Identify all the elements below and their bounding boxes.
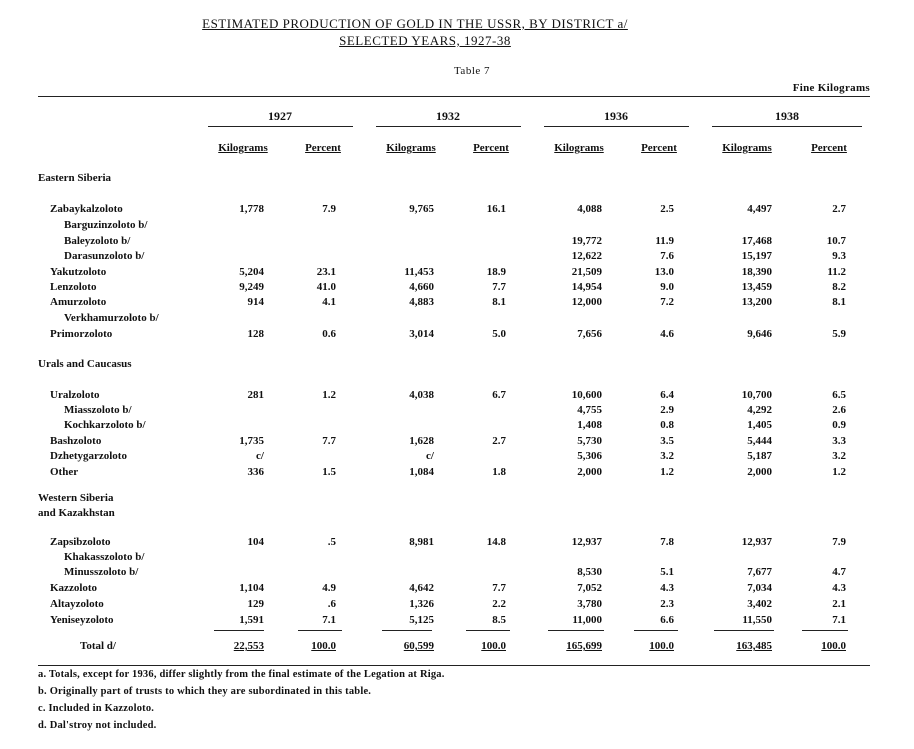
- table-cell: 9.0: [660, 281, 674, 293]
- table-row: [0, 328, 914, 344]
- footnote-a: a. Totals, except for 1936, differ slightly from the final estimate of the Legation at Riga.: [38, 669, 445, 680]
- table-cell: 13,459: [741, 281, 772, 293]
- total-rule-p1938: [802, 630, 848, 631]
- total-cell: 100.0: [481, 640, 506, 652]
- year-rule-1932: [376, 126, 521, 127]
- table-cell: .6: [327, 598, 336, 610]
- total-cell: 100.0: [821, 640, 846, 652]
- year-rule-1938: [712, 126, 862, 127]
- table-row: [0, 404, 914, 420]
- col-header-percent-1938: Percent: [811, 142, 847, 154]
- table-cell: 6.5: [832, 389, 846, 401]
- col-header-kilograms-1936: Kilograms: [554, 142, 604, 154]
- table-cell: 19,772: [571, 235, 602, 247]
- year-rule-1927: [208, 126, 353, 127]
- table-cell: c/: [256, 450, 264, 462]
- table-cell: 8,981: [409, 536, 434, 548]
- table-cell: 3.3: [832, 435, 846, 447]
- total-label: Total d/: [80, 640, 116, 652]
- title-line-2: SELECTED YEARS, 1927-38: [339, 33, 511, 48]
- total-cell: 60,599: [403, 640, 434, 652]
- table-cell: 7.7: [492, 281, 506, 293]
- table-cell: 12,937: [571, 536, 602, 548]
- section-label: Urals and Caucasus: [38, 358, 132, 370]
- section-label: Western Siberia: [38, 492, 114, 504]
- total-cell: 163,485: [736, 640, 772, 652]
- table-cell: 1.2: [832, 466, 846, 478]
- table-cell: 1,084: [409, 466, 434, 478]
- table-cell: 13.0: [654, 266, 674, 278]
- table-cell: 128: [247, 328, 264, 340]
- table-cell: 4,497: [747, 203, 772, 215]
- table-row: [0, 614, 914, 630]
- table-cell: 12,622: [571, 250, 602, 262]
- table-cell: 4.3: [832, 582, 846, 594]
- table-cell: 18,390: [741, 266, 772, 278]
- total-rule-1927: [214, 630, 264, 631]
- table-row: [0, 203, 914, 219]
- col-header-kilograms-1927: Kilograms: [218, 142, 268, 154]
- table-row: [0, 389, 914, 405]
- table-cell: 2,000: [747, 466, 772, 478]
- table-cell: 2.3: [660, 598, 674, 610]
- row-label: Amurzoloto: [50, 296, 107, 308]
- total-cell: 22,553: [233, 640, 264, 652]
- table-cell: 2.5: [660, 203, 674, 215]
- row-label: Minusszoloto b/: [64, 566, 139, 578]
- table-cell: 3,402: [747, 598, 772, 610]
- table-cell: 2.2: [492, 598, 506, 610]
- table-cell: 11,453: [404, 266, 434, 278]
- table-cell: 7.2: [660, 296, 674, 308]
- table-cell: 6.7: [492, 389, 506, 401]
- table-cell: 1,405: [747, 419, 772, 431]
- table-cell: 2.7: [492, 435, 506, 447]
- table-cell: 9.3: [832, 250, 846, 262]
- total-rule-1938: [714, 630, 774, 631]
- table-cell: 8.1: [492, 296, 506, 308]
- table-cell: 5.9: [832, 328, 846, 340]
- table-cell: 1.8: [492, 466, 506, 478]
- table-cell: 7.8: [660, 536, 674, 548]
- table-cell: 4.7: [832, 566, 846, 578]
- row-label: Baleyzoloto b/: [64, 235, 131, 247]
- table-cell: 13,200: [741, 296, 772, 308]
- row-label: Altayzoloto: [50, 598, 104, 610]
- table-cell: 7.1: [322, 614, 336, 626]
- col-header-percent-1927: Percent: [305, 142, 341, 154]
- row-label: Barguzinzoloto b/: [64, 219, 148, 231]
- table-cell: 5.0: [492, 328, 506, 340]
- table-cell: 7,656: [577, 328, 602, 340]
- row-label: Khakasszoloto b/: [64, 551, 145, 563]
- table-cell: 5,730: [577, 435, 602, 447]
- table-cell: 1.5: [322, 466, 336, 478]
- table-label: Table 7: [453, 65, 491, 77]
- table-cell: 5,444: [747, 435, 772, 447]
- table-cell: 14,954: [571, 281, 602, 293]
- table-cell: 5,204: [239, 266, 264, 278]
- table-cell: 11,550: [742, 614, 772, 626]
- table-cell: c/: [426, 450, 434, 462]
- section-heading-row: [0, 172, 914, 188]
- table-cell: 16.1: [486, 203, 506, 215]
- section-heading-row: [0, 358, 914, 374]
- table-cell: 8.2: [832, 281, 846, 293]
- table-cell: 1,408: [577, 419, 602, 431]
- row-label: Primorzoloto: [50, 328, 113, 340]
- table-cell: 1,326: [409, 598, 434, 610]
- table-cell: 5,125: [409, 614, 434, 626]
- table-cell: 129: [247, 598, 264, 610]
- row-label: Dzhetygarzoloto: [50, 450, 127, 462]
- table-cell: 4,642: [409, 582, 434, 594]
- table-cell: 11,000: [572, 614, 602, 626]
- table-cell: 0.9: [832, 419, 846, 431]
- row-label: Other: [50, 466, 79, 478]
- table-cell: 7,677: [747, 566, 772, 578]
- table-cell: .5: [327, 536, 336, 548]
- total-rule-p1932: [466, 630, 510, 631]
- row-label: Uralzoloto: [50, 389, 100, 401]
- table-cell: 336: [247, 466, 264, 478]
- table-row: [0, 450, 914, 466]
- total-cell: 100.0: [311, 640, 336, 652]
- table-cell: 1,628: [409, 435, 434, 447]
- table-cell: 3,014: [409, 328, 434, 340]
- table-cell: 10,700: [741, 389, 772, 401]
- table-cell: 11.2: [827, 266, 846, 278]
- table-row: [0, 551, 914, 567]
- table-cell: 2.9: [660, 404, 674, 416]
- table-row: [0, 266, 914, 282]
- table-cell: 1,735: [239, 435, 264, 447]
- row-label: Kochkarzoloto b/: [64, 419, 146, 431]
- table-cell: 12,937: [741, 536, 772, 548]
- table-cell: 14.8: [486, 536, 506, 548]
- table-cell: 41.0: [316, 281, 336, 293]
- table-row: [0, 566, 914, 582]
- footnote-d: d. Dal'stroy not included.: [38, 720, 157, 731]
- row-label: Yeniseyzoloto: [50, 614, 114, 626]
- table-row: [0, 219, 914, 235]
- table-cell: 4.1: [322, 296, 336, 308]
- table-cell: 2.7: [832, 203, 846, 215]
- footnote-c: c. Included in Kazzoloto.: [38, 703, 155, 714]
- table-row: [0, 281, 914, 297]
- table-cell: 4,883: [409, 296, 434, 308]
- table-cell: 1,591: [239, 614, 264, 626]
- footnote-b: b. Originally part of trusts to which they are subordinated in this table.: [38, 686, 372, 697]
- table-row: [0, 419, 914, 435]
- table-cell: 23.1: [316, 266, 336, 278]
- table-cell: 3.2: [660, 450, 674, 462]
- table-cell: 2.1: [832, 598, 846, 610]
- table-row: [0, 435, 914, 451]
- table-cell: 2,000: [577, 466, 602, 478]
- table-cell: 3,780: [577, 598, 602, 610]
- table-row: [0, 235, 914, 251]
- table-cell: 10,600: [571, 389, 602, 401]
- section-heading-row: [0, 492, 914, 508]
- table-cell: 4.3: [660, 582, 674, 594]
- table-cell: 21,509: [571, 266, 602, 278]
- table-cell: 5.1: [660, 566, 674, 578]
- table-cell: 2.6: [832, 404, 846, 416]
- table-cell: 914: [247, 296, 264, 308]
- table-cell: 17,468: [741, 235, 772, 247]
- table-cell: 15,197: [741, 250, 772, 262]
- table-cell: 9,765: [409, 203, 434, 215]
- table-cell: 7.9: [322, 203, 336, 215]
- table-cell: 7,052: [577, 582, 602, 594]
- table-row: [0, 466, 914, 482]
- table-cell: 9,249: [239, 281, 264, 293]
- total-rule-1936: [548, 630, 604, 631]
- total-row: [0, 640, 914, 656]
- total-rule-p1927: [298, 630, 342, 631]
- year-header-1938: 1938: [775, 109, 799, 123]
- table-cell: 12,000: [571, 296, 602, 308]
- year-header-1936: 1936: [604, 109, 628, 123]
- table-row: [0, 312, 914, 328]
- table-cell: 8.5: [492, 614, 506, 626]
- row-label: Kazzoloto: [50, 582, 98, 594]
- title-line-1: ESTIMATED PRODUCTION OF GOLD IN THE USSR, BY DISTRICT a/: [202, 16, 628, 31]
- table-cell: 7,034: [747, 582, 772, 594]
- table-cell: 10.7: [826, 235, 846, 247]
- table-cell: 7.7: [322, 435, 336, 447]
- row-label: Miasszoloto b/: [64, 404, 132, 416]
- table-row: [0, 536, 914, 552]
- table-cell: 7.6: [660, 250, 674, 262]
- footnote-rule: [38, 665, 870, 666]
- table-cell: 3.5: [660, 435, 674, 447]
- col-header-kilograms-1932: Kilograms: [386, 142, 436, 154]
- table-cell: 4.9: [322, 582, 336, 594]
- row-label: Darasunzoloto b/: [64, 250, 145, 262]
- col-header-percent-1936: Percent: [641, 142, 677, 154]
- year-header-1932: 1932: [436, 109, 460, 123]
- table-cell: 9,646: [747, 328, 772, 340]
- table-row: [0, 582, 914, 598]
- table-cell: 11.9: [655, 235, 674, 247]
- table-cell: 4,660: [409, 281, 434, 293]
- table-cell: 4,292: [747, 404, 772, 416]
- top-rule: [38, 96, 870, 97]
- table-cell: 4.6: [660, 328, 674, 340]
- table-cell: 0.8: [660, 419, 674, 431]
- row-label: Zabaykalzoloto: [50, 203, 123, 215]
- table-cell: 7.7: [492, 582, 506, 594]
- section-label: Eastern Siberia: [38, 172, 112, 184]
- year-rule-1936: [544, 126, 689, 127]
- total-rule-1932: [382, 630, 432, 631]
- table-cell: 104: [247, 536, 264, 548]
- year-header-1927: 1927: [268, 109, 292, 123]
- table-row: [0, 250, 914, 266]
- table-cell: 5,187: [747, 450, 772, 462]
- row-label: Bashzoloto: [50, 435, 102, 447]
- unit-label: Fine Kilograms: [792, 82, 870, 94]
- row-label: Zapsibzoloto: [50, 536, 111, 548]
- row-label: Verkhamurzoloto b/: [64, 312, 159, 324]
- table-cell: 0.6: [322, 328, 336, 340]
- row-label: Lenzoloto: [50, 281, 97, 293]
- row-label: Yakutzoloto: [50, 266, 107, 278]
- table-row: [0, 598, 914, 614]
- table-cell: 3.2: [832, 450, 846, 462]
- total-rule-p1936: [634, 630, 678, 631]
- table-cell: 5,306: [577, 450, 602, 462]
- table-cell: 4,038: [409, 389, 434, 401]
- total-cell: 165,699: [566, 640, 602, 652]
- table-cell: 18.9: [486, 266, 506, 278]
- table-cell: 1.2: [660, 466, 674, 478]
- table-row: [0, 296, 914, 312]
- table-cell: 6.6: [660, 614, 674, 626]
- section-label: and Kazakhstan: [38, 507, 115, 519]
- section-heading-row: [0, 507, 914, 523]
- table-cell: 7.9: [832, 536, 846, 548]
- col-header-percent-1932: Percent: [473, 142, 509, 154]
- table-cell: 4,088: [577, 203, 602, 215]
- table-cell: 281: [247, 389, 264, 401]
- table-cell: 6.4: [660, 389, 674, 401]
- table-cell: 1.2: [322, 389, 336, 401]
- table-cell: 1,104: [239, 582, 264, 594]
- table-cell: 8.1: [832, 296, 846, 308]
- table-cell: 1,778: [239, 203, 264, 215]
- table-cell: 7.1: [832, 614, 846, 626]
- table-cell: 4,755: [577, 404, 602, 416]
- table-cell: 8,530: [577, 566, 602, 578]
- total-cell: 100.0: [649, 640, 674, 652]
- col-header-kilograms-1938: Kilograms: [722, 142, 772, 154]
